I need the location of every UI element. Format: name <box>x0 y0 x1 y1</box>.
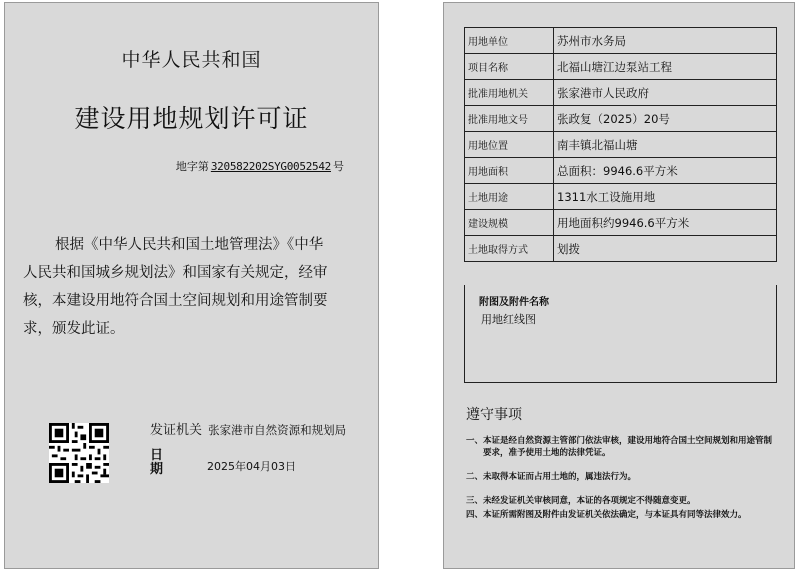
row-value: 张家港市人民政府 <box>554 80 777 106</box>
attachments-box <box>464 285 777 383</box>
issue-date-value: 2025年04月03日 <box>207 460 296 473</box>
row-value: 南丰镇北福山塘 <box>554 132 777 158</box>
certificate-body-text: 根据《中华人民共和国土地管理法》《中华人民共和国城乡规划法》和国家有关规定，经审核，本建设用地符合国土空间规划和用途管制要求，颁发此证。 <box>23 237 328 337</box>
note-item: 四、本证所需附图及附件由发证机关依法确定，与本证具有同等法律效力。 <box>466 510 747 520</box>
qr-code-icon <box>49 423 109 483</box>
row-label: 用地单位 <box>465 28 554 54</box>
row-value: 用地面积约9946.6平方米 <box>554 210 777 236</box>
row-value: 划拨 <box>554 236 777 262</box>
table-row <box>465 158 777 184</box>
table-row <box>465 54 777 80</box>
notes-title: 遵守事项 <box>466 407 522 423</box>
row-value: 张政复（2025）20号 <box>554 106 777 132</box>
row-label: 批准用地文号 <box>465 106 554 132</box>
row-label: 批准用地机关 <box>465 80 554 106</box>
issuing-authority-value: 张家港市自然资源和规划局 <box>208 423 347 437</box>
row-label: 建设规模 <box>465 210 554 236</box>
issue-date-label: 日期 <box>150 448 164 477</box>
row-label: 用地位置 <box>465 132 554 158</box>
row-value: 苏州市水务局 <box>554 28 777 54</box>
row-label: 土地取得方式 <box>465 236 554 262</box>
note-item: 三、未经发证机关审核同意，本证的各项规定不得随意变更。 <box>466 496 696 506</box>
row-value: 总面积：9946.6平方米 <box>554 158 777 184</box>
table-row <box>465 210 777 236</box>
note-item: 一、本证是经自然资源主管部门依法审核，建设用地符合国土空间规划和用途管制要求，准予使用土地的法律凭证。 <box>466 436 773 458</box>
land-info-table <box>464 27 777 262</box>
document-number <box>176 158 344 174</box>
table-row <box>465 236 777 262</box>
document-number-prefix: 地字第 <box>175 160 209 173</box>
row-value: 北福山塘江边泵站工程 <box>554 54 777 80</box>
notes-list <box>466 435 778 533</box>
certificate-details-page <box>443 2 795 569</box>
table-row <box>465 184 777 210</box>
row-label: 土地用途 <box>465 184 554 210</box>
document-number-suffix: 号 <box>333 160 344 173</box>
attachments-title: 附图及附件名称 <box>479 297 549 308</box>
row-label: 项目名称 <box>465 54 554 80</box>
table-row <box>465 80 777 106</box>
row-label: 用地面积 <box>465 158 554 184</box>
table-row <box>465 132 777 158</box>
table-row <box>465 106 777 132</box>
table-row <box>465 28 777 54</box>
issuing-authority <box>150 419 346 438</box>
attachments-value: 用地红线图 <box>481 313 536 326</box>
certificate-title: 建设用地规划许可证 <box>74 104 309 133</box>
issuing-authority-label: 发证机关 <box>150 423 203 438</box>
note-item: 二、未取得本证而占用土地的，属违法行为。 <box>466 472 637 482</box>
country-name: 中华人民共和国 <box>121 49 262 71</box>
document-number-value: 320582202SYG0052542 <box>210 160 331 173</box>
certificate-front-page <box>4 2 379 569</box>
row-value: 1311水工设施用地 <box>554 184 777 210</box>
